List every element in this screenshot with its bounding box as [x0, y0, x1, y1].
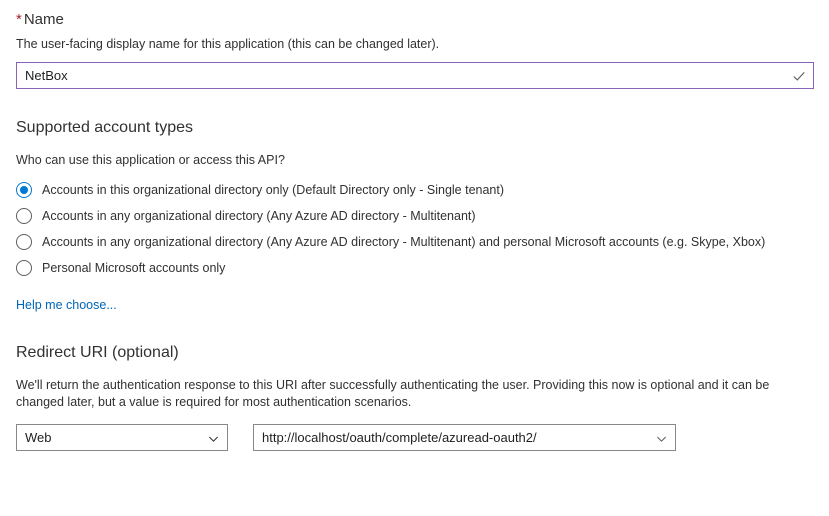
radio-indicator[interactable] [16, 260, 32, 276]
supported-account-types-section [16, 117, 813, 314]
radio-label: Personal Microsoft accounts only [42, 260, 226, 275]
redirect-uri-section [16, 342, 813, 451]
radio-label: Accounts in any organizational directory (Any Azure AD directory - Multitenant) [42, 208, 476, 223]
platform-select[interactable] [16, 424, 228, 451]
redirect-uri-input-wrapper[interactable] [253, 424, 676, 451]
required-marker: * [16, 11, 22, 28]
name-section [16, 10, 813, 89]
redirect-uri-help-text: We'll return the authentication response to this URI after successfully authenticating the user. Providing this now is optional and it can be changed later, but a value is required for most authentication scenarios. [16, 378, 770, 409]
name-label-text: Name [23, 11, 64, 28]
name-label [16, 10, 813, 30]
platform-select-value: Web [25, 430, 52, 445]
radio-option-personal-only[interactable] [16, 255, 813, 281]
redirect-uri-title: Redirect URI (optional) [16, 344, 179, 361]
name-input-wrapper[interactable] [16, 62, 814, 89]
radio-indicator[interactable] [16, 182, 32, 198]
radio-option-single-tenant[interactable] [16, 177, 813, 203]
radio-indicator[interactable] [16, 208, 32, 224]
help-me-choose-link[interactable]: Help me choose... [16, 298, 117, 312]
chevron-down-icon[interactable] [656, 432, 667, 443]
radio-option-multitenant[interactable] [16, 203, 813, 229]
account-types-title: Supported account types [16, 119, 194, 136]
account-types-question: Who can use this application or access this API? [16, 153, 285, 167]
redirect-uri-row [16, 424, 813, 451]
name-help-text: The user-facing display name for this application (this can be changed later). [16, 37, 440, 51]
radio-label: Accounts in this organizational directory only (Default Directory only - Single tenant) [42, 182, 505, 197]
redirect-uri-input[interactable] [254, 425, 675, 450]
radio-indicator[interactable] [16, 234, 32, 250]
chevron-down-icon [208, 432, 219, 443]
radio-label: Accounts in any organizational directory (Any Azure AD directory - Multitenant) and personal Microsoft accounts (e.g. Skype, Xbox) [42, 234, 766, 249]
name-input[interactable] [17, 63, 813, 88]
radio-option-multitenant-and-personal[interactable] [16, 229, 813, 255]
